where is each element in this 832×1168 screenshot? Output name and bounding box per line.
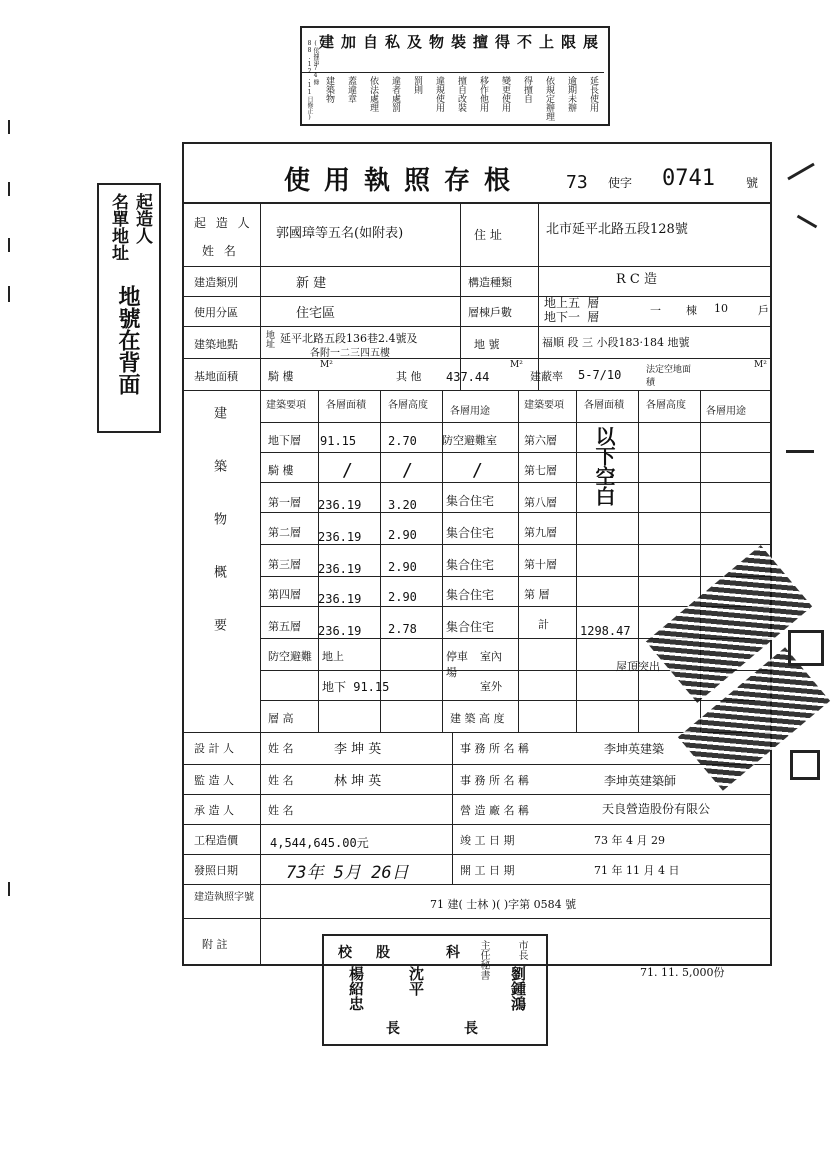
row-item-right: 第七層 xyxy=(524,464,557,477)
stamp-note: (依據第74條 88.12.11日修正) xyxy=(306,40,319,121)
row-item: 第一層 xyxy=(268,496,301,509)
row-area: 236.19 xyxy=(318,530,362,544)
lot-value: 福順 段 三 小段183·184 地號 xyxy=(542,336,690,349)
print-info: 71. 11. 5,000份 xyxy=(640,966,725,979)
rule xyxy=(576,390,577,732)
permit-prefix: 使字 xyxy=(608,176,633,190)
parking-in: 室內 xyxy=(480,650,502,663)
stamp-body-9: 罰則 xyxy=(412,76,422,94)
ridge-value: 一 xyxy=(650,304,661,317)
rule xyxy=(460,202,461,390)
rule xyxy=(260,576,770,577)
row-item-right: 計 xyxy=(538,618,549,631)
structure-value: R C 造 xyxy=(616,272,657,287)
issue-label: 發照日期 xyxy=(194,864,238,877)
start-value: 71 年 11 月 4 日 xyxy=(594,864,680,877)
site-label: 建築地點 xyxy=(194,338,238,351)
legal-unit: M² xyxy=(754,360,767,370)
row-item: 第五層 xyxy=(268,620,301,633)
zone-value: 住宅區 xyxy=(296,306,336,321)
rule xyxy=(184,824,770,825)
shelter-label: 防空避難 xyxy=(268,650,312,663)
rule xyxy=(260,544,770,545)
row-use: 集合住宅 xyxy=(446,558,495,572)
row-item-right: 第八層 xyxy=(524,496,557,509)
row-use: 集合住宅 xyxy=(446,620,495,634)
row-area: / xyxy=(342,460,353,481)
rule xyxy=(260,482,770,483)
signature-chop: 楊紹忠 xyxy=(347,966,365,1011)
parking-label: 停車場 xyxy=(446,650,468,679)
signature-chop: 劉鍾鴻 xyxy=(509,966,527,1011)
rule xyxy=(184,326,770,327)
margin-mark xyxy=(8,182,10,196)
arcade-unit: M² xyxy=(320,360,333,370)
designer-office-label: 事 務 所 名 稱 xyxy=(460,742,529,755)
rule xyxy=(638,390,639,732)
row-height: 3.20 xyxy=(388,498,417,512)
floors-above: 地上五 層 xyxy=(544,296,600,310)
stamp-body-5: 變更使用 xyxy=(500,76,510,112)
contractor-office: 天良營造股份有限公 xyxy=(602,802,711,816)
arcade-label: 騎 樓 xyxy=(268,370,294,383)
side-stamp-line3: 地號在背面 xyxy=(115,285,141,395)
stamp-col-10: 私 xyxy=(383,34,401,49)
side-stamp-line1: 起造人 xyxy=(132,193,152,244)
owner-label-b: 姓 名 xyxy=(202,244,239,258)
total-area: 1298.47 xyxy=(580,624,631,638)
permit-number: 0741 xyxy=(662,166,715,191)
stamp-body-6: 移作他用 xyxy=(478,76,488,112)
stamp-body-13: 建築物 xyxy=(324,76,334,103)
contractor-name-label: 姓 名 xyxy=(268,804,294,817)
rule xyxy=(184,854,770,855)
building-outline-label: 建築物概要 xyxy=(211,406,226,671)
row-item: 騎 樓 xyxy=(268,464,294,477)
rule xyxy=(184,296,770,297)
cost-value: 4,544,645.00元 xyxy=(270,836,369,850)
stamp-body-11: 依法處理 xyxy=(368,76,378,112)
stamp-col-11: 自 xyxy=(361,34,379,49)
rule xyxy=(184,764,770,765)
row-area: 236.19 xyxy=(318,592,362,606)
coverage-value: 5-7/10 xyxy=(578,368,622,382)
roof-label: 屋頂突出 xyxy=(616,660,660,673)
site-sublabel: 地址 xyxy=(264,330,274,348)
other-unit: M² xyxy=(510,360,523,370)
rule xyxy=(260,202,261,964)
floors-below: 地下一 層 xyxy=(544,310,600,324)
row-item-right: 第 層 xyxy=(524,588,550,601)
supervisor-label: 監 造 人 xyxy=(194,774,234,787)
address-value: 北市延平北路五段128號 xyxy=(546,222,688,237)
legal-space-label: 法定空地面積 xyxy=(646,365,692,388)
lot-label: 地 號 xyxy=(474,338,500,351)
rule xyxy=(260,700,770,701)
rule xyxy=(184,918,770,919)
other-value: 437.44 xyxy=(446,370,490,384)
contractor-label: 承 造 人 xyxy=(194,804,234,817)
usage-permit-stub-form xyxy=(182,142,772,966)
row-item: 地下層 xyxy=(268,434,301,447)
units-value: 10 xyxy=(714,302,728,315)
margin-mark xyxy=(8,238,10,252)
approval-col: 股 xyxy=(376,945,390,961)
start-label: 開 工 日 期 xyxy=(460,864,515,877)
cost-label: 工程造價 xyxy=(194,834,238,847)
rule xyxy=(184,202,770,204)
stamp-body-12: 蓋違章 xyxy=(346,76,356,103)
units-unit: 戶 xyxy=(758,304,769,317)
category-value: 新 建 xyxy=(296,276,327,291)
stamp-body-4: 得擅自 xyxy=(522,76,532,103)
row-area: 236.19 xyxy=(318,498,362,512)
issue-value: 73年 5月 26日 xyxy=(286,863,409,883)
col-use-header: 各層用途 xyxy=(450,406,490,417)
parking-out: 室外 xyxy=(480,680,502,693)
col-area-header-right: 各層面積 xyxy=(584,400,624,411)
signature-chop: 沈平 xyxy=(407,966,425,996)
side-stamp-line2: 名單地址 xyxy=(108,193,128,261)
supervisor-office-label: 事 務 所 名 稱 xyxy=(460,774,529,787)
approval-col: 市長 xyxy=(516,940,527,960)
rule xyxy=(184,266,770,267)
owner-list-stamp xyxy=(97,183,161,433)
building-height-label: 建 築 高 度 xyxy=(450,712,505,725)
stamp-body-1: 延長使用 xyxy=(588,76,598,112)
row-height: 2.90 xyxy=(388,560,417,574)
rule xyxy=(184,358,770,359)
row-use: 防空避難室 xyxy=(442,434,497,447)
stamp-body-7: 擅自改裝 xyxy=(456,76,466,112)
permit-ref-value: 71 建( 士林 )( )字第 0584 號 xyxy=(430,898,577,911)
approval-stamp xyxy=(322,934,548,1046)
category-label: 建造類別 xyxy=(194,276,238,289)
stamp-body-2: 逾期未辦 xyxy=(566,76,576,112)
owner-label-a: 起 造 人 xyxy=(194,216,253,230)
shelter-ground: 地上 xyxy=(322,650,344,663)
row-area: 91.15 xyxy=(320,434,357,448)
approval-col: 校 xyxy=(338,945,352,961)
stamp-col-13: 建 xyxy=(317,34,335,49)
permit-suffix: 號 xyxy=(746,176,759,190)
zone-label: 使用分區 xyxy=(194,306,238,319)
rule xyxy=(318,390,319,732)
ridge-unit: 棟 xyxy=(686,304,697,317)
designer-name-label: 姓 名 xyxy=(268,742,294,755)
row-height: 2.70 xyxy=(388,434,417,448)
owner-value: 郭國璋等五名(如附表) xyxy=(276,226,404,241)
col-item-header: 建築要項 xyxy=(266,400,306,411)
supervisor-office: 李坤英建築師 xyxy=(604,774,677,788)
notes-label: 附 註 xyxy=(202,938,228,951)
stamp-col-5: 得 xyxy=(493,34,511,49)
rule xyxy=(260,452,770,453)
stamp-col-12: 加 xyxy=(339,34,357,49)
approval-col: 長 xyxy=(386,1021,400,1037)
row-use: 集合住宅 xyxy=(446,494,495,508)
blank-note: 以下空白 xyxy=(592,426,616,506)
rule xyxy=(452,732,453,884)
margin-mark xyxy=(8,882,10,896)
row-use: / xyxy=(472,460,483,481)
stamp-body-10: 違者處罰 xyxy=(390,76,400,112)
row-item-right: 第九層 xyxy=(524,526,557,539)
row-item-right: 第六層 xyxy=(524,434,557,447)
stamp-body-3: 依規定辦理 xyxy=(544,76,554,121)
site-value-2: 各附一二三四五樓 xyxy=(310,348,390,359)
row-height: / xyxy=(402,460,413,481)
coverage-label: 建蔽率 xyxy=(530,370,563,383)
stamp-col-3: 上 xyxy=(537,34,555,49)
floors-label: 層棟戶數 xyxy=(468,306,512,319)
row-height: 2.90 xyxy=(388,590,417,604)
row-use: 集合住宅 xyxy=(446,526,495,540)
designer-name: 李 坤 英 xyxy=(334,742,382,757)
completion-value: 73 年 4 月 29 xyxy=(594,834,665,847)
row-use: 集合住宅 xyxy=(446,588,495,602)
completion-label: 竣 工 日 期 xyxy=(460,834,515,847)
col-item-header-right: 建築要項 xyxy=(524,400,564,411)
stamp-col-8: 物 xyxy=(427,34,445,49)
stamp-col-2: 限 xyxy=(559,34,577,49)
margin-mark xyxy=(8,286,10,302)
permit-ref-label: 建造執照字號 xyxy=(194,892,254,903)
stamp-body-8: 違規使用 xyxy=(434,76,444,112)
other-label: 其 他 xyxy=(396,370,422,383)
top-regulation-stamp xyxy=(300,26,610,126)
rule xyxy=(260,422,770,423)
address-label: 住 址 xyxy=(474,228,502,242)
row-item: 第四層 xyxy=(268,588,301,601)
col-area-header: 各層面積 xyxy=(326,400,366,411)
col-height-header: 各層高度 xyxy=(388,400,428,411)
right-edge-bleed xyxy=(786,150,832,910)
levels-label: 層 高 xyxy=(268,712,294,725)
rule xyxy=(184,390,770,391)
col-height-header-right: 各層高度 xyxy=(646,400,686,411)
row-item: 第二層 xyxy=(268,526,301,539)
stamp-col-6: 擅 xyxy=(471,34,489,49)
row-item-right: 第十層 xyxy=(524,558,557,571)
structure-label: 構造種類 xyxy=(468,276,512,289)
row-item: 第三層 xyxy=(268,558,301,571)
designer-office: 李坤英建築 xyxy=(604,742,665,756)
stamp-col-1: 展 xyxy=(581,34,599,49)
designer-label: 設 計 人 xyxy=(194,742,234,755)
approval-col: 主任秘書 xyxy=(478,940,489,980)
stamp-col-9: 及 xyxy=(405,34,423,49)
shelter-under: 地下 91.15 xyxy=(322,680,390,694)
row-area: 236.19 xyxy=(318,624,362,638)
permit-year: 73 xyxy=(566,172,588,193)
row-height: 2.90 xyxy=(388,528,417,542)
supervisor-name: 林 坤 英 xyxy=(334,774,382,789)
approval-col: 科 xyxy=(446,945,460,961)
approval-col: 長 xyxy=(464,1021,478,1037)
rule xyxy=(184,794,770,795)
row-height: 2.78 xyxy=(388,622,417,636)
area-label: 基地面積 xyxy=(194,370,238,383)
supervisor-name-label: 姓 名 xyxy=(268,774,294,787)
contractor-office-label: 營 造 廠 名 稱 xyxy=(460,804,529,817)
stamp-col-4: 不 xyxy=(515,34,533,49)
top-stamp-divider xyxy=(302,72,604,73)
row-area: 236.19 xyxy=(318,562,362,576)
stamp-col-7: 裝 xyxy=(449,34,467,49)
site-value: 延平北路五段136巷2.4號及 xyxy=(280,332,418,345)
margin-mark xyxy=(8,120,10,134)
form-title: 使用執照存根 xyxy=(284,166,525,196)
rule xyxy=(518,390,519,732)
rule xyxy=(260,512,770,513)
rule xyxy=(538,202,539,390)
rule xyxy=(184,884,770,885)
col-use-header-right: 各層用途 xyxy=(706,406,746,417)
